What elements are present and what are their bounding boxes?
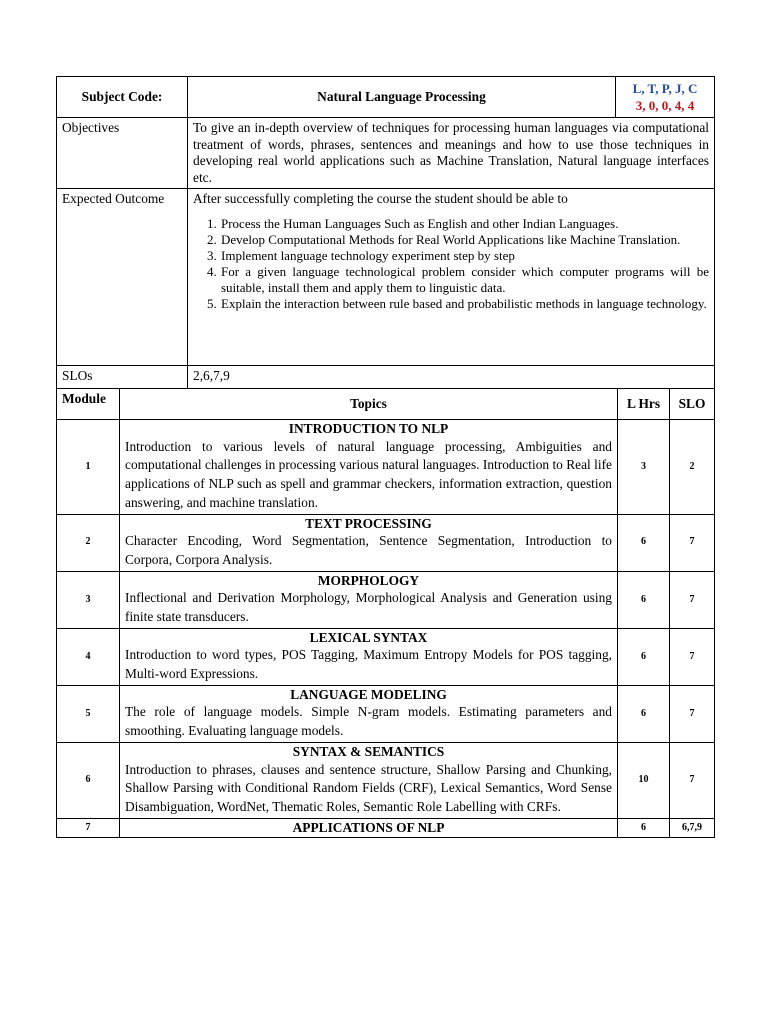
module-slo: 7 — [670, 514, 715, 571]
subject-name: Natural Language Processing — [188, 77, 616, 118]
module-description: The role of language models. Simple N-gram models. Estimating parameters and smoothing. Evaluating language models. — [125, 704, 612, 739]
module-title: LANGUAGE MODELING — [290, 686, 447, 702]
module-hours: 3 — [618, 420, 670, 515]
module-topic — [120, 628, 618, 685]
outcome-item: 3. Implement language technology experiment step by step — [220, 248, 709, 264]
module-number: 3 — [57, 571, 120, 628]
module-hours: 6 — [618, 685, 670, 742]
table-row — [57, 685, 715, 742]
module-topic — [120, 685, 618, 742]
module-description: Character Encoding, Word Segmentation, Sentence Segmentation, Introduction to Corpora, Corpora Analysis. — [125, 533, 612, 567]
module-number: 4 — [57, 628, 120, 685]
ltpjc-values: 3, 0, 0, 4, 4 — [635, 98, 695, 113]
slo-header: SLO — [670, 389, 715, 420]
table-row — [57, 818, 715, 838]
expected-outcome-label: Expected Outcome — [57, 189, 188, 366]
outcome-item: 5. Explain the interaction between rule based and probabilistic methods in language technology. — [220, 296, 709, 312]
module-number: 7 — [57, 818, 120, 838]
ltpjc-cell — [616, 77, 715, 118]
module-slo: 2 — [670, 420, 715, 515]
subject-code-label: Subject Code: — [57, 77, 188, 118]
table-row — [57, 743, 715, 819]
header-row — [57, 77, 715, 118]
module-slo: 7 — [670, 743, 715, 819]
module-slo: 6,7,9 — [670, 818, 715, 838]
slos-row — [57, 366, 715, 389]
module-table-header — [57, 389, 715, 420]
module-title: LEXICAL SYNTAX — [309, 629, 428, 645]
outcome-item: 2. Develop Computational Methods for Real World Applications like Machine Translation. — [220, 232, 709, 248]
module-title: APPLICATIONS OF NLP — [292, 819, 445, 835]
expected-outcome-row — [57, 189, 715, 366]
module-description: Introduction to various levels of natural language processing, Ambiguities and computational challenges in processing various natural languages. Introduction to Real life applications of NLP such as spell and grammar checkers, information extraction, question answering, and machine translation. — [125, 438, 612, 510]
module-slo: 7 — [670, 571, 715, 628]
table-row — [57, 514, 715, 571]
slos-value: 2,6,7,9 — [188, 366, 715, 389]
module-slo: 7 — [670, 628, 715, 685]
module-topic — [120, 818, 618, 838]
topics-header: Topics — [120, 389, 618, 420]
module-description: Inflectional and Derivation Morphology, Morphological Analysis and Generation using finite state transducers. — [125, 590, 612, 625]
outcome-item: 4. For a given language technological problem consider which computer programs will be suitable, install them and apply them to linguistic data. — [220, 264, 709, 296]
module-number: 2 — [57, 514, 120, 571]
ltpjc-label: L, T, P, J, C — [632, 81, 698, 96]
module-topic — [120, 571, 618, 628]
course-info-table — [56, 76, 715, 389]
module-table — [56, 388, 715, 838]
module-description: Introduction to word types, POS Tagging, Maximum Entropy Models for POS tagging, Multi-word Expressions. — [125, 647, 612, 682]
module-title: INTRODUCTION TO NLP — [288, 421, 449, 436]
module-hours: 6 — [618, 628, 670, 685]
objectives-label: Objectives — [57, 118, 188, 189]
module-hours: 6 — [618, 818, 670, 838]
module-hours: 6 — [618, 514, 670, 571]
module-title: SYNTAX & SEMANTICS — [292, 744, 445, 760]
module-hours: 10 — [618, 743, 670, 819]
hours-header: L Hrs — [618, 389, 670, 420]
expected-outcome-intro: After successfully completing the course the student should be able to — [193, 191, 568, 206]
module-topic — [120, 743, 618, 819]
table-row — [57, 420, 715, 515]
module-slo: 7 — [670, 685, 715, 742]
module-hours: 6 — [618, 571, 670, 628]
module-topic — [120, 420, 618, 515]
syllabus-page — [56, 76, 714, 838]
outcome-item: 1. Process the Human Languages Such as English and other Indian Languages. — [220, 216, 709, 232]
table-row — [57, 628, 715, 685]
objectives-row — [57, 118, 715, 189]
slos-label: SLOs — [57, 366, 188, 389]
module-number: 1 — [57, 420, 120, 515]
table-row — [57, 571, 715, 628]
outcome-list — [193, 216, 709, 312]
module-header: Module — [57, 389, 120, 420]
module-rows — [57, 420, 715, 838]
objectives-text: To give an in-depth overview of techniques for processing human languages via computational treatment of words, phrases, sentences and meanings and how to use those techniques in developing real world applications such as Machine Translation, Natural language interfaces etc. — [188, 118, 715, 189]
module-description: Introduction to phrases, clauses and sentence structure, Shallow Parsing and Chunking, Shallow Parsing with Conditional Random Fields (CRF), Lexical Semantics, Word Sense Disambiguation, WordNet, Thematic Roles, Semantic Role Labelling with CRFs. — [125, 761, 612, 815]
module-number: 5 — [57, 685, 120, 742]
module-number: 6 — [57, 743, 120, 819]
expected-outcome-cell — [188, 189, 715, 366]
module-topic — [120, 514, 618, 571]
module-title: TEXT PROCESSING — [305, 515, 432, 531]
module-title: MORPHOLOGY — [317, 572, 420, 588]
